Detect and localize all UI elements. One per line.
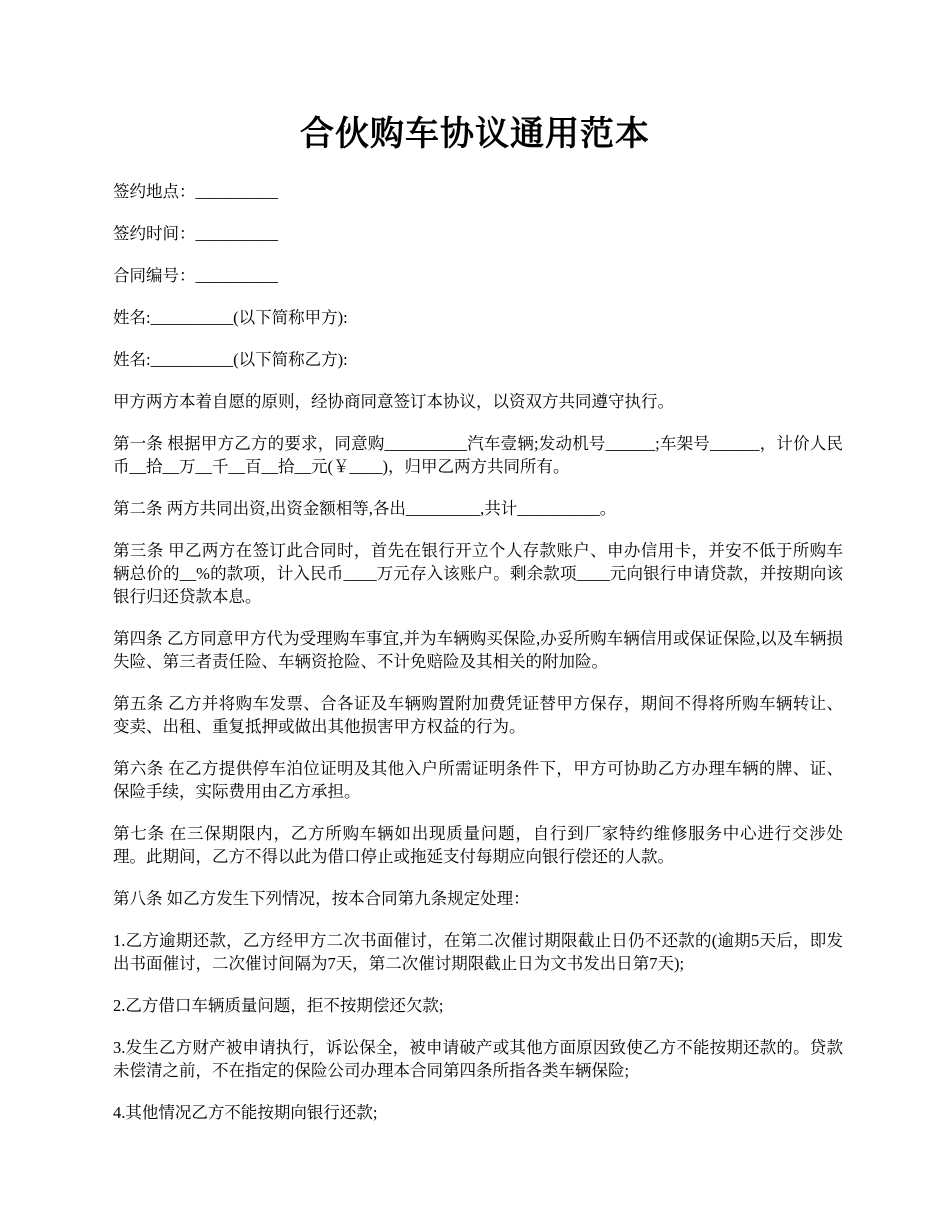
signing-time-line: 签约时间：__________ [113, 224, 278, 243]
signing-place-line: 签约地点：__________ [113, 182, 278, 201]
contract-number-line: 合同编号：__________ [113, 266, 278, 285]
clause-item-3: 3.发生乙方财产被申请执行，诉讼保全，被申请破产或其他方面原因致使乙方不能按期还款的。贷款未偿清之前，不在指定的保险公司办理本合同第四条所指各类车辆保险; [113, 1038, 843, 1080]
document-body [113, 180, 843, 1143]
clause-item-2: 2.乙方借口车辆质量问题，拒不按期偿还欠款; [113, 996, 444, 1015]
party-a-name-line: 姓名:__________(以下简称甲方): [113, 308, 348, 327]
clause-item-4: 4.其他情况乙方不能按期向银行还款; [113, 1103, 378, 1122]
document-title: 合伙购车协议通用范本 [300, 116, 650, 153]
clause-item-1: 1.乙方逾期还款，乙方经甲方二次书面催讨，在第二次催讨期限截止日仍不还款的(逾期5天后，即发出书面催讨，二次催讨间隔为7天，第二次催讨期限截止日为文书发出日第7天); [113, 931, 843, 973]
article-1: 第一条 根据甲方乙方的要求，同意购__________汽车壹辆;发动机号______;车架号______，计价人民币__拾__万__千__百__拾__元(￥____)，归甲乙两方共同所有。 [113, 434, 843, 476]
article-3: 第三条 甲乙两方在签订此合同时，首先在银行开立个人存款账户、申办信用卡，并安不低于所购车辆总价的__%的款项，计入民币____万元存入该账户。剩余款项____元向银行申请贷款，并按期向该银行归还贷款本息。 [113, 541, 843, 606]
article-7: 第七条 在三保期限内，乙方所购车辆如出现质量问题，自行到厂家特约维修服务中心进行交涉处理。此期间，乙方不得以此为借口停止或拖延支付每期应向银行偿还的人款。 [113, 824, 843, 866]
article-8: 第八条 如乙方发生下列情况，按本合同第九条规定处理： [113, 889, 530, 908]
article-2: 第二条 两方共同出资,出资金额相等,各出_________,共计__________。 [113, 499, 617, 518]
article-5: 第五条 乙方并将购车发票、合各证及车辆购置附加费凭证替甲方保存，期间不得将所购车辆转让、变卖、出租、重复抵押或做出其他损害甲方权益的行为。 [113, 694, 843, 736]
article-4: 第四条 乙方同意甲方代为受理购车事宜,并为车辆购买保险,办妥所购车辆信用或保证保险,以及车辆损失险、第三者责任险、车辆资抢险、不计免赔险及其相关的附加险。 [113, 629, 843, 671]
article-6: 第六条 在乙方提供停车泊位证明及其他入户所需证明条件下，甲方可协助乙方办理车辆的牌、证、保险手续，实际费用由乙方承担。 [113, 759, 843, 801]
party-b-name-line: 姓名:__________(以下简称乙方): [113, 350, 348, 369]
preamble-paragraph: 甲方两方本着自愿的原则，经协商同意签订本协议，以资双方共同遵守执行。 [113, 392, 674, 411]
